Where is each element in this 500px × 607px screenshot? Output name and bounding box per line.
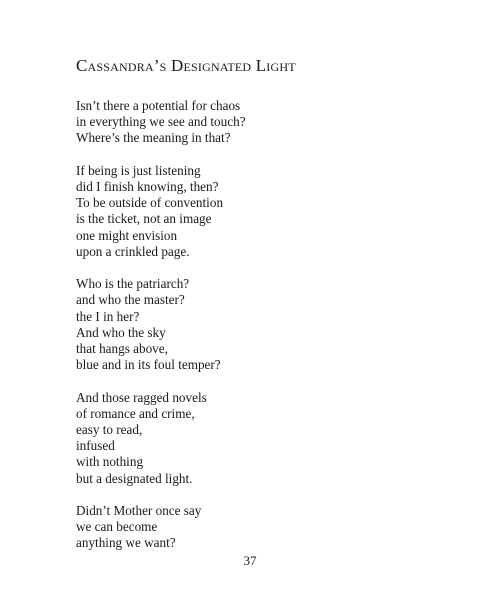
poem-line: we can become: [76, 519, 158, 535]
poem-body: [76, 98, 246, 568]
poem-line: If being is just listening: [76, 162, 201, 178]
poem-line: did I finish knowing, then?: [76, 179, 219, 194]
poem-line: that hangs above,: [76, 341, 168, 357]
poem-line: and who the master?: [76, 292, 185, 308]
stanza-5: [76, 503, 246, 552]
poem-line: Who is the patriarch?: [76, 276, 190, 292]
poem-line: And who the sky: [76, 324, 166, 340]
poem-line: anything we want?: [76, 535, 176, 551]
poem-line: one might envision: [76, 227, 178, 243]
poem-line: Isn’t there a potential for chaos: [76, 98, 241, 113]
stanza-1: [76, 98, 246, 147]
stanza-3: [76, 276, 246, 373]
poem-line: of romance and crime,: [76, 405, 195, 421]
poem-line: Didn’t Mother once say: [76, 503, 202, 519]
poem-line: upon a crinkled page.: [76, 243, 190, 259]
stanza-4: [76, 390, 246, 487]
poem-line: To be outside of convention: [76, 195, 224, 211]
poem-line: in everything we see and touch?: [76, 114, 246, 130]
poem-line: the I in her?: [76, 308, 140, 324]
poem-line: And those ragged novels: [76, 389, 207, 405]
poem-line: is the ticket, not an image: [76, 211, 212, 227]
poem-line: blue and in its foul temper?: [76, 357, 221, 373]
poem-line: with nothing: [76, 454, 144, 470]
poem-line: Where’s the meaning in that?: [76, 130, 231, 146]
stanza-2: [76, 163, 246, 260]
poem-line: infused: [76, 438, 115, 454]
poem-line: easy to read,: [76, 422, 143, 438]
poem-line: but a designated light.: [76, 470, 193, 486]
page-number: 37: [243, 553, 257, 568]
poem-title: Cassandra’s Designated Light: [76, 56, 296, 75]
